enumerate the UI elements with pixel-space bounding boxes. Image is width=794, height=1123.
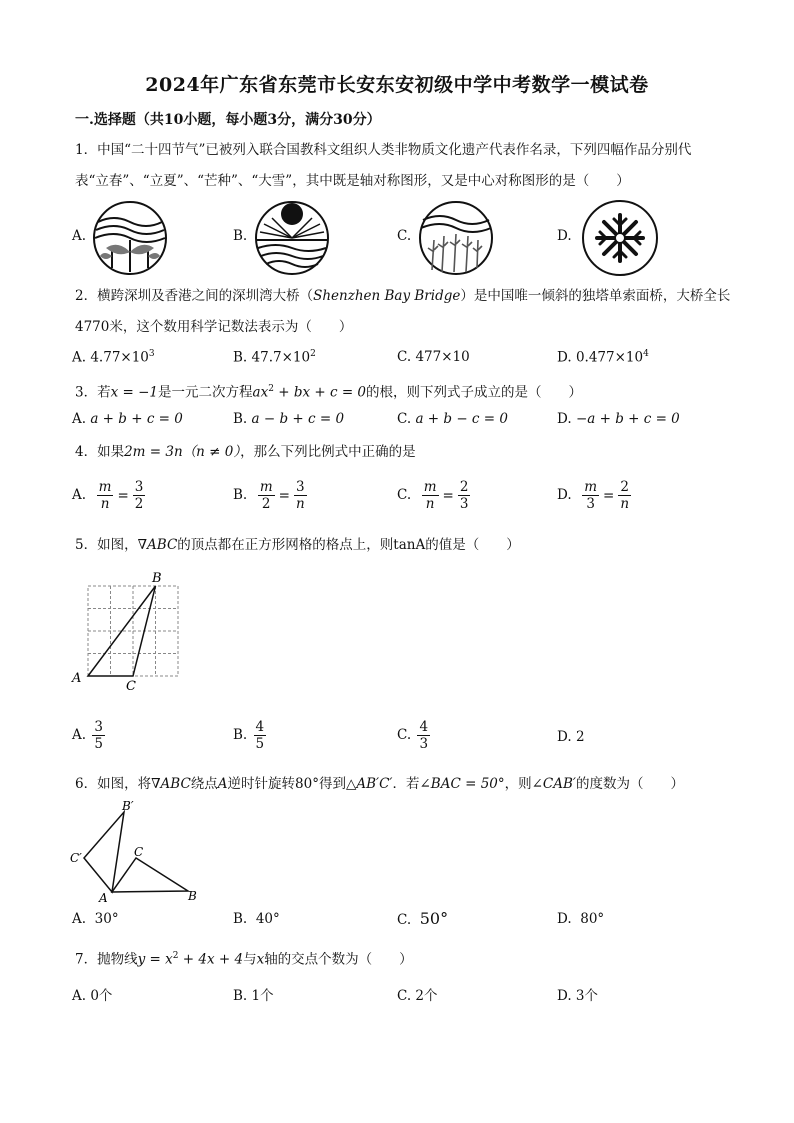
- q6-label-a: A: [99, 891, 108, 904]
- q3-option-a[interactable]: A. a + b + c = 0: [72, 411, 183, 427]
- q2-stem-line1: 2．横跨深圳及香港之间的深圳湾大桥（Shenzhen Bay Bridge）是中国唯一倾斜的独塔单索面桥，大桥全长: [75, 288, 731, 304]
- q5-grid-figure: [68, 568, 188, 694]
- q7-option-d[interactable]: D. 3个: [557, 988, 599, 1004]
- q1-option-b-label[interactable]: B.: [233, 228, 248, 244]
- q5-label-a: A: [72, 671, 82, 686]
- q7-option-a[interactable]: A. 0个: [72, 988, 113, 1004]
- q3-option-b[interactable]: B. a − b + c = 0: [233, 411, 345, 427]
- q5-option-c[interactable]: C. $\frac{4}{3}$: [397, 719, 429, 752]
- q6-label-c: C: [134, 845, 144, 859]
- q6-rotation-figure: [66, 796, 206, 904]
- q1-figure-lichun: [90, 200, 170, 276]
- q6-option-a[interactable]: A. 30°: [72, 911, 119, 927]
- q4-option-b[interactable]: B. $\frac{m}{2}$ = $\frac{3}{n}$: [233, 479, 305, 512]
- q1-option-d-label[interactable]: D.: [557, 228, 572, 244]
- q2-stem-line2: 4770米，这个数用科学记数法表示为（ ）: [75, 319, 353, 335]
- section-heading: 一.选择题（共10小题，每小题3分，满分30分）: [75, 112, 381, 128]
- q6-label-b: B: [188, 889, 197, 903]
- q2-option-d[interactable]: D. $0.477\times 10^4$: [557, 349, 649, 366]
- q5-option-a[interactable]: A. $\frac{3}{5}$: [72, 719, 103, 752]
- q6-label-c-prime: C′: [70, 851, 82, 865]
- q7-stem: 7．抛物线$y = x^2 + 4x + 4$与x轴的交点个数为（ ）: [75, 951, 413, 968]
- q4-option-c[interactable]: C. $\frac{m}{n}$ = $\frac{2}{3}$: [397, 479, 469, 512]
- q2-option-b[interactable]: B. $47.7\times 10^2$: [233, 349, 316, 366]
- q5-label-b: B: [152, 571, 162, 586]
- q3-stem: 3．若x = −1是一元二次方程$ax^2$ + bx + c = 0的根，则下列式子成立的是（ ）: [75, 384, 583, 401]
- q1-figure-lixia: [252, 200, 332, 276]
- q4-stem: 4．如果2m = 3n（n ≠ 0），那么下列比例式中正确的是: [75, 444, 416, 460]
- q1-option-a-label[interactable]: A.: [72, 228, 87, 244]
- q3-option-d[interactable]: D. −a + b + c = 0: [557, 411, 680, 427]
- q6-stem: 6．如图，将∇ABC绕点A逆时针旋转80°得到△AB′C′．若∠BAC = 50°，则∠CAB′的度数为（ ）: [75, 776, 685, 792]
- q1-figure-mangzhong: [416, 200, 496, 276]
- q4-option-d[interactable]: D. $\frac{m}{3}$ = $\frac{2}{n}$: [557, 479, 630, 512]
- q2-option-a[interactable]: A. $4.77\times 10^3$: [72, 349, 155, 366]
- q7-option-c[interactable]: C. 2个: [397, 988, 438, 1004]
- q7-option-b[interactable]: B. 1个: [233, 988, 274, 1004]
- q5-stem: 5．如图，∇ABC的顶点都在正方形网格的格点上，则tanA的值是（ ）: [75, 537, 520, 553]
- q6-option-c[interactable]: C. 50°: [397, 909, 449, 928]
- q1-option-c-label[interactable]: C.: [397, 228, 412, 244]
- q5-option-b[interactable]: B. $\frac{4}{5}$: [233, 719, 265, 752]
- page-title: 2024年广东省东莞市长安东安初级中学中考数学一模试卷: [145, 74, 649, 96]
- q6-label-b-prime: B′: [122, 799, 134, 813]
- q5-option-d[interactable]: D. 2: [557, 729, 585, 745]
- q3-option-c[interactable]: C. a + b − c = 0: [397, 411, 508, 427]
- q1-stem-line1: 1．中国“二十四节气”已被列入联合国教科文组织人类非物质文化遗产代表作名录，下列四幅作品分别代: [75, 142, 692, 158]
- q1-figure-daxue: [580, 199, 660, 277]
- q5-label-c: C: [126, 679, 136, 694]
- q2-option-c[interactable]: C. 477×10: [397, 349, 470, 365]
- q6-option-b[interactable]: B. 40°: [233, 911, 280, 927]
- q1-stem-line2: 表“立春”、“立夏”、“芒种”、“大雪”，其中既是轴对称图形，又是中心对称图形的是（ ）: [75, 173, 630, 189]
- q4-option-a[interactable]: A. $\frac{m}{n}$ = $\frac{3}{2}$: [72, 479, 144, 512]
- q6-option-d[interactable]: D. 80°: [557, 911, 605, 927]
